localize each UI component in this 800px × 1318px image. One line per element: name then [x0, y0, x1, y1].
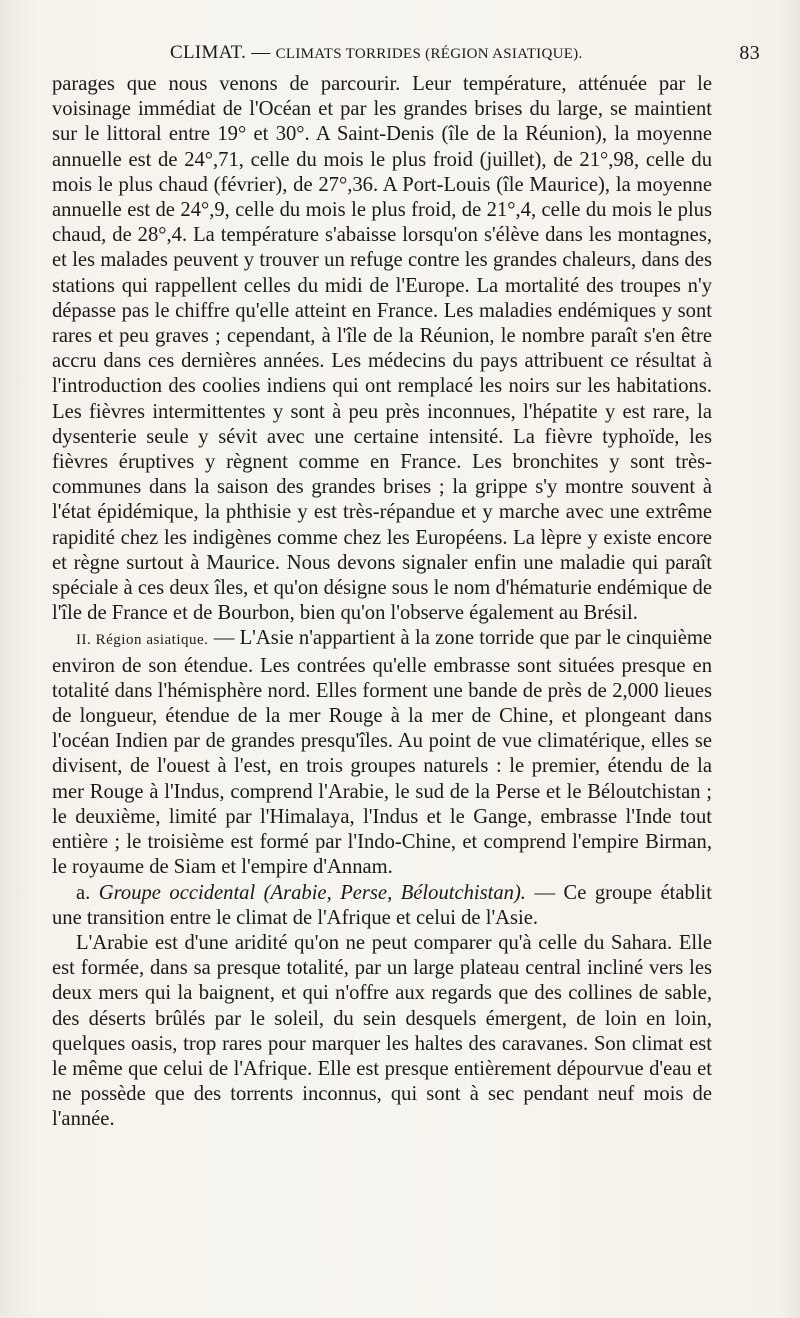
paragraph-groupe-occidental-text: — Ce groupe établit une transition entre le climat de l'Afrique et celui de l'Asie.: [52, 881, 712, 929]
page-body: [52, 72, 712, 1133]
subsection-letter: a.: [76, 881, 91, 904]
paragraph-region-asiatique: [52, 626, 712, 880]
subsection-title: Groupe occidental (Arabie, Perse, Béloutchistan).: [98, 881, 526, 904]
page-number: 83: [739, 42, 760, 64]
running-head: [52, 38, 760, 72]
section-heading: II. Région asiatique.: [76, 632, 209, 649]
paragraph-continuation: parages que nous venons de parcourir. Leur température, atténuée par le voisinage immédiat de l'Océan et par les grandes brises du large, se maintient sur le littoral entre 19° et 30°. A Saint-Denis (île de la Réunion), la moyenne annuelle est de 24°,71, celle du mois le plus froid (juillet), de 21°,98, celle du mois le plus chaud (février), de 27°,36. A Port-Louis (île Maurice), la moyenne annuelle est de 24°,9, celle du mois le plus froid, de 21°,4, celle du mois le plus chaud, de 28°,4. La température s'abaisse lorsqu'on s'élève dans les montagnes, et les malades peuvent y trouver un refuge contre les grandes chaleurs, dans des stations qui rappellent celles du midi de l'Europe. La mortalité des troupes n'y dépasse pas le chiffre qu'elle atteint en France. Les maladies endémiques y sont rares et peu graves ; cependant, à l'île de la Réunion, le nombre paraît s'en être accru dans ces dernières années. Les médecins du pays attribuent ce résultat à l'introduction des coolies indiens qui ont remplacé les noirs sur les habitations. Les fièvres intermittentes y sont à peu près inconnues, l'hépatite y est rare, la dysenterie seule y sévit avec une certaine intensité. La fièvre typhoïde, les fièvres éruptives y règnent comme en France. Les bronchites y sont très-communes dans la saison des grandes brises ; la grippe s'y montre souvent à l'état épidémique, la phthisie y est très-répandue et y marche avec une extrême rapidité chez les indigènes comme chez les Européens. La lèpre y existe encore et règne surtout à Maurice. Nous devons signaler enfin une maladie qui paraît spéciale à ces deux îles, et qu'on désigne sous le nom d'hématurie endémique de l'île de France et de Bourbon, bien qu'on l'observe également au Brésil.: [52, 73, 712, 625]
running-head-dash: —: [251, 42, 271, 63]
paragraph-groupe-occidental: [52, 881, 712, 931]
paragraph-region-asiatique-text: — L'Asie n'appartient à la zone torride que par le cinquième environ de son étendue. Les contrées qu'elle embrasse sont situées presque en totalité dans l'hémisphère nord. Elles forment une bande de près de 2,000 lieues de longueur, étendue de la mer Rouge à la mer de Chine, et plongeant dans l'océan Indien par de grandes presqu'îles. Au point de vue climatérique, elles se divisent, de l'ouest à l'est, en trois groupes naturels : le premier, étendu de la mer Rouge à l'Indus, comprend l'Arabie, le sud de la Perse et le Béloutchistan ; le deuxième, limité par l'Himalaya, l'Indus et le Gange, embrasse l'Inde tout entière ; le troisième est formé par l'Indo-Chine, et comprend l'empire Birman, le royaume de Siam et l'empire d'Annam.: [52, 627, 712, 879]
running-head-center: CLIMATS TORRIDES (RÉGION ASIATIQUE).: [275, 46, 583, 62]
running-head-title: [170, 42, 583, 64]
running-head-left: CLIMAT.: [170, 42, 247, 63]
paragraph-arabie: L'Arabie est d'une aridité qu'on ne peut comparer qu'à celle du Sahara. Elle est formée, dans sa presque totalité, par un large plateau central incliné vers les deux mers qui la baignent, et qui n'offre aux regards que des collines de sable, des déserts brûlés par le soleil, du sein desquels émergent, de loin en loin, quelques oasis, trop rares pour marquer les haltes des caravanes. Son climat est le même que celui de l'Afrique. Elle est presque entièrement dépourvue d'eau et ne possède que des torrents inconnus, qui sont à sec pendant neuf mois de l'année.: [52, 931, 712, 1131]
